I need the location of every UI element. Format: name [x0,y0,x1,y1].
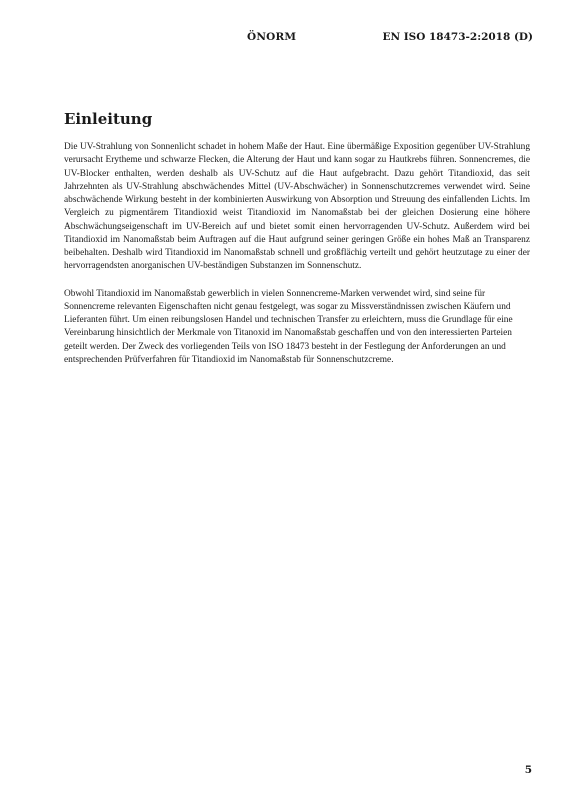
paragraph-2: Obwohl Titandioxid im Nanomaßstab gewerblich in vielen Sonnencreme-Marken verwendet wird, sind seine für Sonnencreme relevanten Eigenschaften nicht genau festgelegt, was sogar zu Missverständnissen zwischen Käufern und Lieferanten führt. Um einen reibungslosen Handel und technischen Transfer zu erleichtern, muss die Grundlage für eine Vereinbarung hinsichtlich der Merkmale von Titanoxid im Nanomaßstab geschaffen und von den interessierten Parteien geteilt werden. Der Zweck des vorliegenden Teils von ISO 18473 besteht in der Festlegung der Anforderungen an und entsprechenden Prüfverfahren für Titandioxid im Nanomaßstab für Sonnenschutzcreme. [64,288,513,365]
section-body [64,141,530,367]
header-standard-body: ÖNORM [247,31,297,43]
page-number: 5 [524,764,532,776]
section-title: Einleitung [64,110,153,128]
paragraph-1: Die UV-Strahlung von Sonnenlicht schadet in hohem Maße der Haut. Eine übermäßige Exposition gegenüber UV-Strahlung verursacht Erytheme und schwarze Flecken, die Alterung der Haut und kann sogar zu Hautkrebs führen. Sonnencremes, die UV-Blocker enthalten, werden deshalb als UV-Schutz auf die Haut aufgebracht. Dazu gehört Titandioxid, das seit Jahrzehnten als UV-Strahlung abschwächendes Mittel (UV-Abschwächer) in Sonnenschutzcremes verwendet wird. Seine abschwächende Wirkung besteht in der kombinierten Auswirkung von Absorption und Streuung des einfallenden Lichts. Im Vergleich zu pigmentärem Titandioxid weist Titandioxid im Nanomaßstab bei der gleichen Dosierung eine höhere Abschwächungseigenschaft im UV-Bereich auf und bietet somit einen hervorragenden UV-Schutz. Außerdem wird bei Titandioxid im Nanomaßstab beim Auftragen auf die Haut aufgrund seiner geringen Größe ein hohes Maß an Transparenz beibehalten. Deshalb wird Titandioxid im Nanomaßstab schnell und großflächig verteilt und gehört heutzutage zu einer der hervorragendsten anorganischen UV-beständigen Substanzen im Sonnenschutz. [64,142,530,272]
header-document-id: EN ISO 18473-2:2018 (D) [382,31,533,43]
